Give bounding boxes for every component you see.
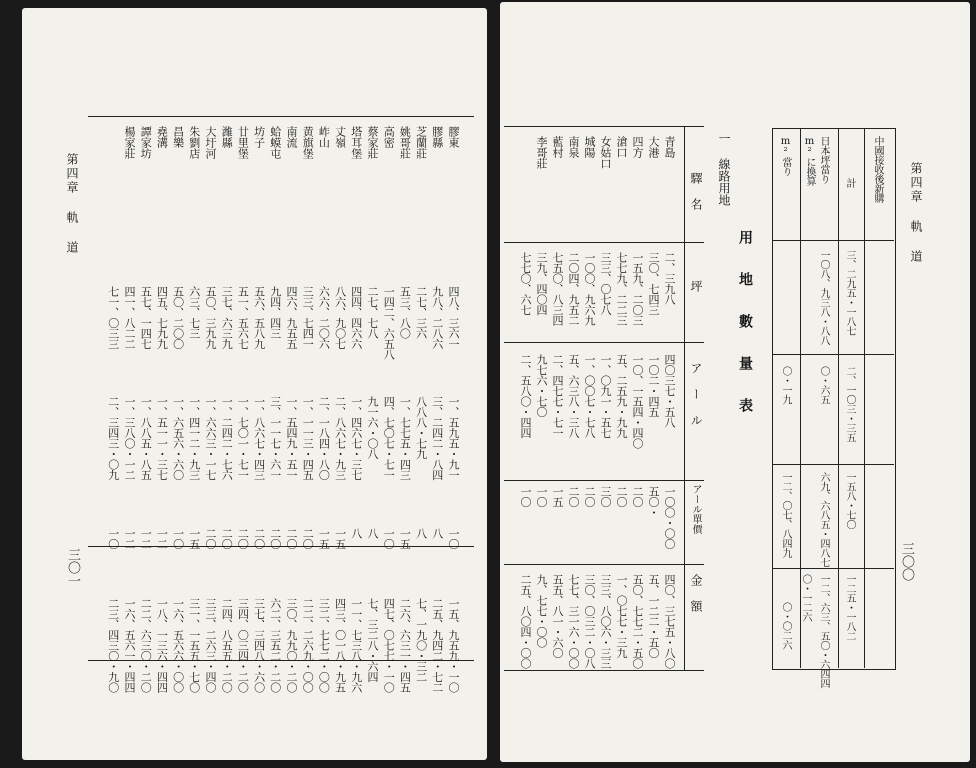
row-area-tsubo: 四八、三六一 bbox=[447, 286, 460, 349]
row-area-are: 一、五九五・九一 bbox=[447, 396, 460, 480]
row-amount: 二三、四三〇・九〇 bbox=[106, 598, 120, 693]
row-unit-price: 八 bbox=[430, 528, 444, 539]
row-area-are: 一、七〇一・七一 bbox=[236, 396, 250, 480]
running-head: 第四章 軌 道 bbox=[65, 153, 79, 255]
row-area-tsubo: 二七、三六 bbox=[414, 286, 428, 339]
row-name: 青島 bbox=[663, 136, 676, 158]
row-area-are: 一、五一一・三七 bbox=[155, 396, 169, 480]
area-are-rule bbox=[504, 342, 704, 343]
row-area-are: 五、二五九・九九 bbox=[615, 354, 628, 438]
conversion-label-per-m2: m²當り bbox=[780, 136, 791, 176]
row-unit-price: 二〇 bbox=[285, 528, 298, 549]
row-amount: 五五、八一・六〇 bbox=[551, 574, 564, 658]
row-area-are: 一、八六七・四三 bbox=[252, 396, 266, 480]
row-name: 岞山 bbox=[317, 126, 331, 148]
row-area-tsubo: 八六、九〇七 bbox=[333, 286, 347, 349]
conversion-row-rule-3 bbox=[772, 464, 894, 465]
row-amount: 三四、〇三四・二〇 bbox=[236, 598, 250, 693]
right-page bbox=[500, 2, 970, 762]
row-amount: 七、三二八・六四 bbox=[366, 598, 379, 682]
row-amount: 二二、六三〇・二〇 bbox=[139, 598, 153, 693]
row-name: 濰縣 bbox=[220, 126, 234, 148]
row-area-are: 四〇三七・五八 bbox=[663, 354, 676, 428]
table-top-rule bbox=[504, 126, 704, 127]
row-name: 楊家莊 bbox=[123, 126, 136, 159]
row-area-tsubo: 一五九、二〇三 bbox=[631, 252, 644, 326]
page-number: 三〇一 bbox=[65, 548, 80, 587]
table-top-rule bbox=[88, 116, 474, 117]
row-area-tsubo: 五六、五八九 bbox=[252, 286, 266, 349]
row-amount: 二二、二六九・〇〇 bbox=[301, 598, 315, 693]
row-area-are: 三、一一七・六一 bbox=[268, 396, 282, 480]
left-page bbox=[22, 8, 487, 760]
conversion-label-total: 計 bbox=[844, 178, 855, 188]
row-amount: 九、七七・〇〇 bbox=[535, 574, 548, 648]
section-subtitle: ㅡ 線路用地 bbox=[717, 132, 731, 206]
row-unit-price: 一二 bbox=[123, 528, 136, 549]
row-area-are: 一、八八五・八五 bbox=[139, 396, 153, 480]
row-amount: 四三、〇一八・九五 bbox=[333, 598, 347, 693]
row-area-tsubo: 三〇、七四三 bbox=[647, 252, 660, 315]
col-header-amount: 金 額 bbox=[689, 574, 703, 612]
row-amount: 二六、六三一・四五 bbox=[398, 598, 412, 693]
row-name: 蔡家莊 bbox=[366, 126, 379, 159]
row-area-tsubo: 二、三九八 bbox=[663, 252, 676, 305]
are-price-rule bbox=[504, 480, 704, 481]
row-area-tsubo: 一四二、六五八 bbox=[382, 286, 396, 360]
row-name: 蛤蟆屯 bbox=[268, 126, 282, 159]
row-unit-price: 二〇 bbox=[301, 528, 315, 549]
table-bottom-rule bbox=[504, 670, 704, 671]
conversion-total-area: 三、二九五・一八七 bbox=[844, 250, 855, 336]
row-amount: 二五、八〇四・〇〇 bbox=[519, 574, 532, 669]
row-area-are: 一、四一二・九三 bbox=[187, 396, 201, 480]
row-amount: 七七、三一六・〇〇 bbox=[567, 574, 580, 669]
row-name: 滄口 bbox=[615, 136, 628, 158]
row-unit-price: 一五 bbox=[398, 528, 412, 549]
name-area-rule bbox=[504, 242, 704, 243]
running-head: 第四章 軌 道 bbox=[909, 162, 923, 264]
row-name: 廿里堡 bbox=[236, 126, 250, 159]
row-name: 譚家坊 bbox=[139, 126, 153, 159]
row-unit-price: 二〇 bbox=[583, 486, 596, 507]
row-area-are: 一、二四二・七六 bbox=[220, 396, 234, 480]
row-unit-price: 一〇〇・〇〇 bbox=[663, 486, 676, 549]
row-name: 南泉 bbox=[567, 136, 580, 158]
col-header-unit-price: アール單價 bbox=[690, 484, 701, 534]
row-amount: 二五、九四二・七二 bbox=[430, 598, 444, 693]
row-unit-price: 一五 bbox=[333, 528, 347, 549]
header-column-rule bbox=[684, 126, 685, 670]
row-area-tsubo: 七五〇、八三四 bbox=[551, 252, 564, 326]
row-area-tsubo: 六六、二〇六 bbox=[317, 286, 331, 349]
row-unit-price: 二〇 bbox=[567, 486, 580, 507]
row-area-tsubo: 三三、七四一 bbox=[301, 286, 315, 349]
row-area-tsubo: 一〇〇、九六九 bbox=[583, 252, 596, 326]
row-area-tsubo: 二七、七八 bbox=[366, 286, 379, 339]
row-area-tsubo: 九四、四三 bbox=[268, 286, 282, 339]
row-unit-price: 一〇 bbox=[106, 528, 120, 549]
row-area-are: 四、七〇七・七一 bbox=[382, 396, 396, 480]
row-name: 堯溝 bbox=[155, 126, 169, 148]
col-header-name: 驛 名 bbox=[689, 172, 703, 210]
row-amount: 三七、三四八・六〇 bbox=[252, 598, 266, 693]
row-amount: 三一、一五五・七〇 bbox=[187, 598, 201, 693]
row-unit-price: 二〇 bbox=[252, 528, 266, 549]
row-name: 黄旗堡 bbox=[301, 126, 315, 159]
row-unit-price: 二〇 bbox=[631, 486, 644, 507]
row-area-are: 一、四六七・三七 bbox=[349, 396, 363, 480]
row-area-tsubo: 七七九、二二三 bbox=[615, 252, 628, 326]
row-area-are: 一、五四九・五一 bbox=[285, 396, 298, 480]
row-unit-price: 二〇 bbox=[268, 528, 282, 549]
row-unit-price: 二〇 bbox=[220, 528, 234, 549]
row-area-are: 二、八六七・九三 bbox=[333, 396, 347, 480]
row-unit-price: 一五 bbox=[187, 528, 201, 549]
row-area-tsubo: 四六、九五五 bbox=[285, 286, 298, 349]
row-name: 芝蘭莊 bbox=[414, 126, 428, 159]
row-area-tsubo: 五〇、三九九 bbox=[204, 286, 217, 349]
conversion-row-rule-4 bbox=[772, 568, 894, 569]
row-area-tsubo: 六三、七三 bbox=[187, 286, 201, 339]
row-name: 朱劉店 bbox=[187, 126, 201, 159]
row-area-are: 二、三四三・〇九 bbox=[106, 396, 120, 480]
price-amount-rule bbox=[504, 564, 704, 565]
conversion-m2-1: 〇・一九 bbox=[780, 366, 791, 404]
row-name: 四方 bbox=[631, 136, 644, 158]
conversion-label-m2: m²に換算 bbox=[804, 136, 815, 186]
row-name: 姚哥莊 bbox=[398, 126, 412, 159]
row-area-tsubo: 七七〇、六七 bbox=[519, 252, 532, 315]
conversion-total-price: 一五八・七〇 bbox=[844, 472, 855, 529]
row-amount: 六二、三五二・二〇 bbox=[268, 598, 282, 693]
row-unit-price: 八 bbox=[414, 528, 428, 539]
conversion-m2-4: 〇・〇二六 bbox=[780, 602, 791, 650]
row-unit-price: 一〇 bbox=[519, 486, 532, 507]
row-amount: 三〇、〇三二・〇八 bbox=[583, 574, 596, 669]
row-name: 高密 bbox=[382, 126, 396, 148]
page-number: 三〇〇 bbox=[899, 542, 914, 581]
row-unit-price: 一〇 bbox=[382, 528, 396, 549]
row-area-tsubo: 四一、八二二 bbox=[123, 286, 136, 349]
row-unit-price: 一〇 bbox=[535, 486, 548, 507]
conversion-sub-amount: 一二、六三、五〇・六四四 bbox=[818, 574, 829, 688]
row-area-tsubo: 七一、〇三三 bbox=[106, 286, 120, 349]
row-area-tsubo: 五三、八〇 bbox=[398, 286, 412, 339]
row-unit-price: 二〇 bbox=[204, 528, 217, 549]
row-amount: 二四、八五五・二〇 bbox=[220, 598, 234, 693]
row-unit-price: 八 bbox=[366, 528, 379, 539]
row-unit-price: 一〇 bbox=[171, 528, 185, 549]
row-amount: 五〇、七七二・五〇 bbox=[631, 574, 644, 669]
col-header-tsubo: 坪 bbox=[689, 280, 703, 292]
conversion-row-rule bbox=[772, 240, 894, 241]
row-area-tsubo: 三三、〇七八 bbox=[599, 252, 612, 315]
row-area-tsubo: 四五、七九九 bbox=[155, 286, 169, 349]
row-area-are: 一、六六三・一七 bbox=[204, 396, 217, 480]
row-unit-price: 一二 bbox=[139, 528, 153, 549]
row-area-are: 二、四七七・七一 bbox=[551, 354, 564, 438]
row-name: 坊子 bbox=[252, 126, 266, 148]
row-area-are: 一〇、一五四・四〇 bbox=[631, 354, 644, 449]
row-area-are: 一、七七五・四三 bbox=[398, 396, 412, 480]
row-amount: 一六、五六一・四四 bbox=[123, 598, 136, 693]
row-unit-price: 五〇・ bbox=[647, 486, 660, 518]
row-area-are: 一、三八〇・一二 bbox=[123, 396, 136, 480]
row-unit-price: 三〇 bbox=[599, 486, 612, 507]
row-amount: 四〇、三七五・八〇 bbox=[663, 574, 676, 669]
row-area-are: 一〇二・四五 bbox=[647, 354, 660, 417]
row-name: 大港 bbox=[647, 136, 660, 158]
col-header-are: ア ー ル bbox=[689, 362, 703, 426]
row-name: 昌樂 bbox=[171, 126, 185, 148]
conversion-col-rule bbox=[838, 128, 839, 668]
conversion-label-tsubo: 日本坪當り bbox=[818, 136, 829, 184]
conversion-sub-price: 六九、六八五・四八七 bbox=[818, 472, 829, 567]
row-amount: 一六、五六六・〇〇 bbox=[171, 598, 185, 693]
row-unit-price: 八 bbox=[349, 528, 363, 539]
row-amount: 三三、二六三・四〇 bbox=[204, 598, 217, 693]
row-name: 丈嶺 bbox=[333, 126, 347, 148]
row-area-are: 一、一一三・四五 bbox=[301, 396, 315, 480]
row-name: 女姑口 bbox=[599, 136, 612, 169]
row-amount: 一、〇七七・三九 bbox=[615, 574, 628, 658]
conversion-header: 中國接收後新購 bbox=[872, 136, 883, 203]
row-unit-price: 一二 bbox=[155, 528, 169, 549]
row-name: 城陽 bbox=[583, 136, 596, 158]
row-area-tsubo: 五一、五六七 bbox=[236, 286, 250, 349]
row-area-are: 一、〇九一・五七 bbox=[599, 354, 612, 438]
row-name: 塔耳堡 bbox=[349, 126, 363, 159]
row-unit-price: 一〇 bbox=[447, 528, 460, 549]
conversion-total-amount: 一二五・一八二 bbox=[844, 574, 855, 641]
conversion-sub-are: 〇・六五 bbox=[818, 366, 829, 404]
row-unit-price: 一五 bbox=[317, 528, 331, 549]
row-amount: 三二、七七二・〇〇 bbox=[317, 598, 331, 693]
row-area-tsubo: 三七、六三九 bbox=[220, 286, 234, 349]
page-title: 用 地 數 量 表 bbox=[737, 230, 753, 418]
row-unit-price: 二〇 bbox=[615, 486, 628, 507]
row-name: 藍村 bbox=[551, 136, 564, 158]
row-area-are: 九一六・〇八 bbox=[366, 396, 379, 459]
row-unit-price: 二〇 bbox=[236, 528, 250, 549]
row-name: 膠縣 bbox=[430, 126, 444, 148]
row-area-are: 二、五八〇・四四 bbox=[519, 354, 532, 438]
conversion-m2-2: 一二、〇七、八四九 bbox=[780, 472, 791, 558]
row-amount: 一八、一三六・四四 bbox=[155, 598, 169, 693]
row-area-tsubo: 九八、二八六 bbox=[430, 286, 444, 349]
conversion-total-are: 二、一〇三・三五 bbox=[844, 366, 855, 442]
row-area-tsubo: 四四、四六六 bbox=[349, 286, 363, 349]
conversion-row-rule-2 bbox=[772, 354, 894, 355]
row-amount: 四七、〇七七・一〇 bbox=[382, 598, 396, 693]
row-name: 大圩河 bbox=[204, 126, 217, 159]
row-area-are: 一、〇〇七・七八 bbox=[583, 354, 596, 438]
row-area-are: 五、六三八・三八 bbox=[567, 354, 580, 438]
row-amount: 七、一九〇・三二 bbox=[414, 598, 428, 682]
row-name: 膠東 bbox=[447, 126, 460, 148]
row-amount: 三三、八〇六・三三 bbox=[599, 574, 612, 669]
row-area-are: 八八八・七九 bbox=[414, 396, 428, 459]
row-area-are: 三、二四二・八四 bbox=[430, 396, 444, 480]
row-area-are: 一、六五六・六〇 bbox=[171, 396, 185, 480]
row-area-tsubo: 五〇、二〇〇 bbox=[171, 286, 185, 349]
conversion-m2-3: 〇・一二六 bbox=[800, 574, 811, 622]
row-amount: 一五、九五九・一〇 bbox=[447, 598, 460, 693]
row-amount: 三〇、九九〇・二〇 bbox=[285, 598, 298, 693]
conversion-header-rule bbox=[864, 128, 865, 668]
row-area-tsubo: 二〇四、九五二 bbox=[567, 252, 580, 326]
row-area-tsubo: 五七、一四七 bbox=[139, 286, 153, 349]
row-amount: 一一、七三八・九六 bbox=[349, 598, 363, 693]
row-unit-price: 一五 bbox=[551, 486, 564, 507]
row-name: 李哥莊 bbox=[535, 136, 548, 169]
row-area-are: 九七六・七〇 bbox=[535, 354, 548, 417]
row-area-tsubo: 三九、四〇四 bbox=[535, 252, 548, 315]
row-area-are: 二、一八四・八〇 bbox=[317, 396, 331, 480]
row-name: 南流 bbox=[285, 126, 298, 148]
conversion-tsubo-value: 一〇八、九三八・八八 bbox=[818, 250, 829, 345]
row-amount: 五、一二二・五〇 bbox=[647, 574, 660, 658]
